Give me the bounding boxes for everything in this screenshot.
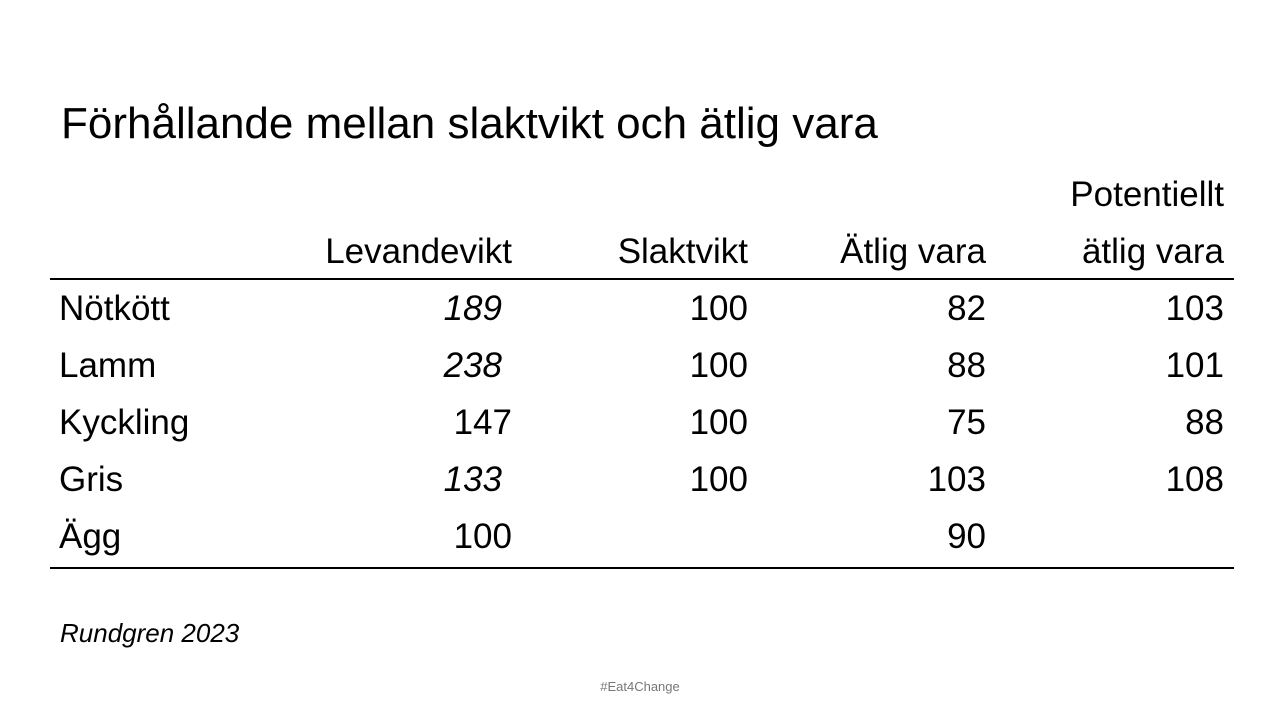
header-levandevikt: Levandevikt	[325, 232, 512, 271]
table-row	[50, 337, 1234, 394]
table-header	[50, 166, 1234, 280]
cell-levandevikt: 147	[453, 403, 512, 442]
data-table	[50, 166, 1234, 569]
table-body	[50, 280, 1234, 569]
cell-slaktvikt: 100	[689, 289, 748, 328]
cell-slaktvikt: 100	[689, 346, 748, 385]
header-slaktvikt: Slaktvikt	[617, 232, 748, 271]
cell-atlig-vara: 90	[947, 517, 986, 556]
table-row	[50, 451, 1234, 508]
row-label: Nötkött	[59, 289, 170, 328]
cell-potentiellt: 103	[1165, 289, 1224, 328]
cell-potentiellt: 108	[1165, 460, 1224, 499]
cell-atlig-vara: 82	[947, 289, 986, 328]
row-label: Lamm	[59, 346, 157, 385]
slide-title: Förhållande mellan slaktvikt och ätlig vara	[61, 99, 878, 148]
table-row	[50, 280, 1234, 337]
cell-potentiellt: 101	[1165, 346, 1224, 385]
header-atlig-vara: Ätlig vara	[840, 232, 986, 271]
table-row	[50, 508, 1234, 565]
cell-levandevikt: 133	[443, 460, 502, 499]
cell-levandevikt: 100	[453, 517, 512, 556]
table-row	[50, 394, 1234, 451]
cell-levandevikt: 189	[443, 289, 502, 328]
header-potentiellt-line2: ätlig vara	[1081, 232, 1224, 271]
cell-potentiellt: 88	[1185, 403, 1224, 442]
cell-atlig-vara: 88	[947, 346, 986, 385]
cell-atlig-vara: 75	[947, 403, 986, 442]
row-label: Gris	[59, 460, 124, 499]
cell-slaktvikt: 100	[689, 403, 748, 442]
cell-atlig-vara: 103	[927, 460, 986, 499]
source-citation: Rundgren 2023	[60, 618, 240, 648]
header-potentiellt-line1: Potentiellt	[1070, 175, 1224, 214]
cell-levandevikt: 238	[443, 346, 502, 385]
row-label: Ägg	[59, 517, 122, 556]
cell-slaktvikt: 100	[689, 460, 748, 499]
row-label: Kyckling	[59, 403, 190, 442]
footer-hashtag: #Eat4Change	[600, 679, 680, 694]
